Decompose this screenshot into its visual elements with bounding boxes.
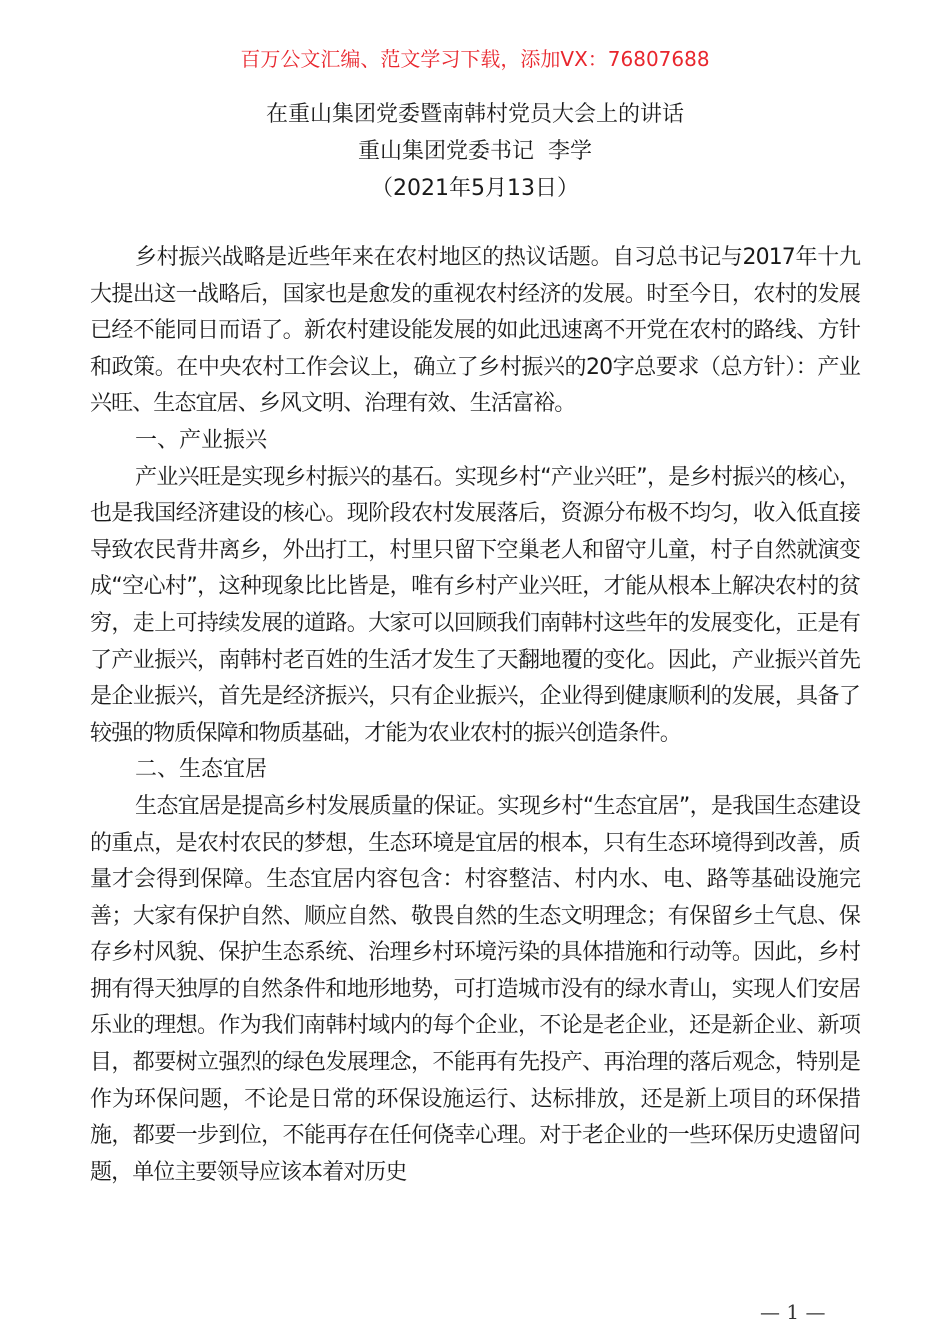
document-author: 重山集团党委书记 李学 [358, 139, 592, 164]
section-body-ecology: 生态宜居是提高乡村发展质量的保证。实现乡村“生态宜居”，是我国生态建设的重点，是农村农民的梦想，生态环境是宜居的根本，只有生态环境得到改善，质量才会得到保障。生态宜居内容包含：村容整洁、村内水、电、路等基础设施完善；大家有保护自然、顺应自然、敬畏自然的生态文明理念；有保留乡土气息、保存乡村风貌、保护生态系统、治理乡村环境污染的具体措施和行动等。因此，乡村拥有得天独厚的自然条件和地形地势，可打造城市没有的绿水青山，实现人们安居乐业的理想。作为我们南韩村域内的每个企业，不论是老企业，还是新企业、新项目，都要树立强烈的绿色发展理念，不能再有先投产、再治理的落后观念，特别是作为环保问题，不论是日常的环保设施运行、达标排放，还是新上项目的环保措施，都要一步到位，不能再存在任何侥幸心理。对于老企业的一些环保历史遗留问题，单位主要领导应该本着对历史 [90, 793, 860, 1185]
section-heading-ecology: 二、生态宜居 [135, 757, 268, 783]
document-title: 在重山集团党委暨南韩村党员大会上的讲话 [265, 102, 684, 127]
document-header [0, 96, 950, 207]
watermark-banner: 百万公文汇编、范文学习下载，添加VX：76807688 [240, 47, 710, 71]
document-body [90, 240, 860, 1191]
page-number: — 1 — [760, 1300, 826, 1324]
intro-paragraph: 乡村振兴战略是近些年来在农村地区的热议话题。自习总书记与2017年十九大提出这一战略后，国家也是愈发的重视农村经济的发展。时至今日，农村的发展已经不能同日而语了。新农村建设能发展的如此迅速离不开党在农村的路线、方针和政策。在中央农村工作会议上，确立了乡村振兴的20字总要求（总方针）：产业兴旺、生态宜居、乡风文明、治理有效、生活富裕。 [90, 245, 860, 417]
document-date: （2021年5月13日） [371, 176, 579, 201]
section-body-industry: 产业兴旺是实现乡村振兴的基石。实现乡村“产业兴旺”，是乡村振兴的核心，也是我国经济建设的核心。现阶段农村发展落后，资源分布极不均匀，收入低直接导致农民背井离乡，外出打工，村里只留下空巢老人和留守儿童，村子自然就演变成“空心村”，这种现象比比皆是，唯有乡村产业兴旺，才能从根本上解决农村的贫穷，走上可持续发展的道路。大家可以回顾我们南韩村这些年的发展变化，正是有了产业振兴，南韩村老百姓的生活才发生了天翻地覆的变化。因此，产业振兴首先是企业振兴，首先是经济振兴，只有企业振兴，企业得到健康顺利的发展，具备了较强的物质保障和物质基础，才能为农业农村的振兴创造条件。 [90, 464, 860, 746]
section-heading-industry: 一、产业振兴 [135, 427, 268, 453]
